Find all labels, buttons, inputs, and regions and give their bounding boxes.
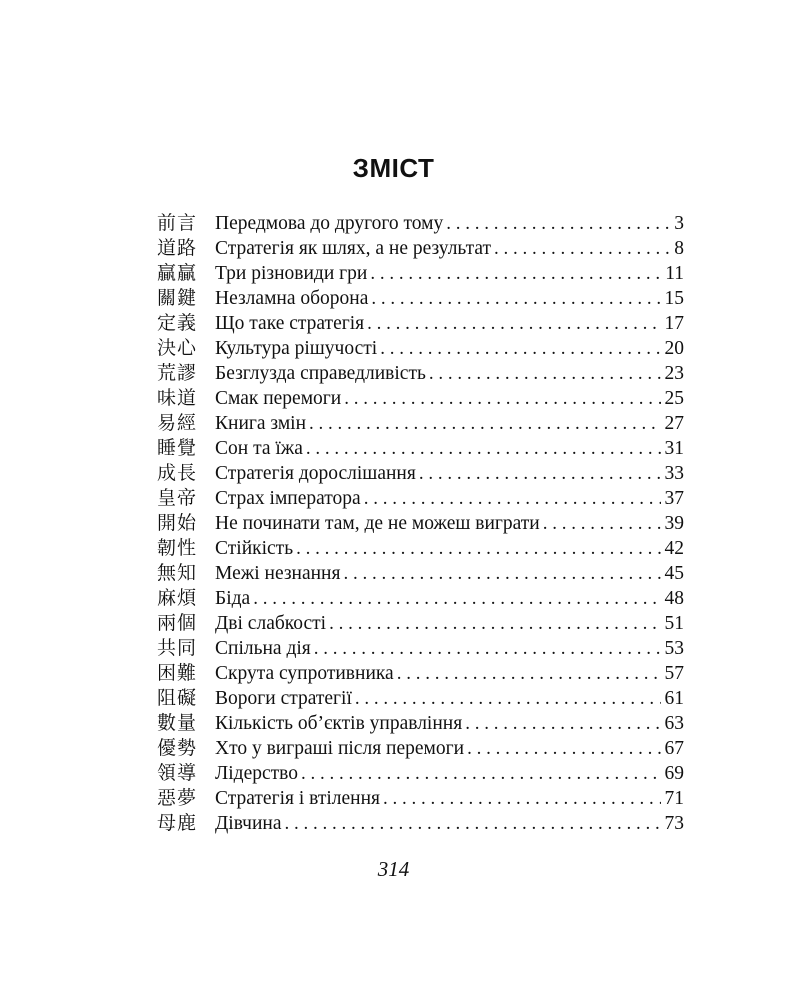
toc-entry-page: 45 [664,563,684,584]
toc-entry-kanji: 優勢 [157,737,198,759]
toc-dot-leader [306,436,661,461]
toc-entry-kanji: 開始 [157,512,198,534]
toc-dot-leader [355,686,661,711]
toc-entry-title: Дві слабкості [215,613,327,634]
toc-dot-leader [371,286,660,311]
toc-dot-leader [429,361,661,386]
toc-dot-leader [309,411,660,436]
toc-entry[interactable] [157,436,684,461]
toc-dot-leader [344,386,660,411]
toc-entry-kanji: 惡夢 [157,787,198,809]
toc-entry-title: Смак перемоги [215,388,342,409]
toc-entry-page: 63 [664,713,684,734]
toc-entry-kanji: 成長 [157,462,198,484]
toc-entry-page: 48 [664,588,684,609]
toc-entry-kanji: 易經 [157,412,198,434]
toc-entry-page: 17 [664,313,684,334]
toc-entry-title: Межі незнання [215,563,341,584]
toc-entry-kanji: 兩個 [157,612,198,634]
toc-dot-leader [465,711,660,736]
toc-entry-title: Кількість об’єктів управління [215,713,463,734]
toc-dot-leader [419,461,661,486]
toc-entry-title: Передмова до другого тому [215,213,444,234]
toc-entry-page: 8 [674,238,684,259]
toc-dot-leader [467,736,660,761]
toc-entry-title: Незламна оборона [215,288,369,309]
toc-entry[interactable] [157,486,684,511]
toc-entry-kanji: 道路 [157,237,198,259]
toc-entry-page: 27 [664,413,684,434]
toc-entry-kanji: 領導 [157,762,198,784]
toc-entry-kanji: 決心 [157,337,198,359]
toc-entry-page: 57 [664,663,684,684]
toc-entry-page: 71 [664,788,684,809]
toc-entry-page: 15 [664,288,684,309]
toc-dot-leader [364,486,661,511]
toc-entry-kanji: 皇帝 [157,487,198,509]
toc-entry-kanji: 無知 [157,562,198,584]
toc-entry[interactable] [157,511,684,536]
toc-dot-leader [397,661,661,686]
toc-entry-kanji: 麻煩 [157,587,198,609]
toc-entry-page: 33 [664,463,684,484]
toc-entry-title: Біда [215,588,251,609]
toc-entry-title: Три різновиди гри [215,263,368,284]
toc-entry[interactable] [157,211,684,236]
toc-entry-page: 11 [665,263,684,284]
toc-entry[interactable] [157,636,684,661]
toc-entry-title: Стратегія як шлях, а не результат [215,238,492,259]
toc-entry-title: Культура рішучості [215,338,378,359]
toc-entry[interactable] [157,711,684,736]
toc-entry-kanji: 母鹿 [157,812,198,834]
toc-entry[interactable] [157,461,684,486]
toc-entry-title: Скрута супротивника [215,663,394,684]
toc-entry-title: Страх імператора [215,488,361,509]
toc-dot-leader [383,786,660,811]
toc-entry-title: Що таке стратегія [215,313,365,334]
toc-entry[interactable] [157,311,684,336]
toc-entry[interactable] [157,761,684,786]
toc-dot-leader [380,336,660,361]
toc-entry-title: Стратегія і втілення [215,788,381,809]
toc-entry[interactable] [157,411,684,436]
toc-dot-leader [343,561,660,586]
toc-entry-title: Хто у виграші після перемоги [215,738,465,759]
toc-entry-kanji: 困難 [157,662,198,684]
toc-entry-kanji: 韌性 [157,537,198,559]
toc-entry-kanji: 阻礙 [157,687,198,709]
toc-entry-kanji: 共同 [157,637,198,659]
toc-dot-leader [285,811,661,836]
toc-entry-kanji: 數量 [157,712,198,734]
toc-entry-title: Сон та їжа [215,438,303,459]
toc-entry-page: 39 [664,513,684,534]
toc-dot-leader [494,236,670,261]
toc-entry-kanji: 味道 [157,387,198,409]
toc-entry-title: Спільна дія [215,638,311,659]
toc-dot-leader [543,511,661,536]
toc-entry-page: 23 [664,363,684,384]
toc-entry-page: 37 [664,488,684,509]
table-of-contents [157,211,684,836]
toc-entry-page: 61 [664,688,684,709]
page-title: ЗМІСТ [352,153,435,184]
toc-dot-leader [370,261,661,286]
toc-entry[interactable] [157,561,684,586]
toc-entry-title: Безглузда справедливість [215,363,426,384]
toc-entry-title: Книга змін [215,413,307,434]
toc-entry-title: Дівчина [215,813,282,834]
toc-entry[interactable] [157,261,684,286]
toc-entry-title: Стійкість [215,538,294,559]
toc-dot-leader [301,761,661,786]
toc-entry-title: Лідерство [215,763,298,784]
toc-entry-kanji: 荒謬 [157,362,198,384]
toc-entry-kanji: 前言 [157,212,198,234]
toc-dot-leader [253,586,660,611]
toc-entry-page: 67 [664,738,684,759]
toc-entry-page: 51 [664,613,684,634]
toc-entry[interactable] [157,786,684,811]
toc-dot-leader [329,611,660,636]
toc-entry[interactable] [157,336,684,361]
toc-entry-kanji: 定義 [157,312,198,334]
toc-entry-page: 3 [674,213,684,234]
toc-entry-page: 42 [664,538,684,559]
toc-entry-kanji: 關鍵 [157,287,198,309]
toc-entry[interactable] [157,686,684,711]
toc-entry[interactable] [157,661,684,686]
toc-entry[interactable] [157,236,684,261]
toc-entry-title: Стратегія дорослішання [215,463,416,484]
toc-entry-title: Не починати там, де не можеш виграти [215,513,540,534]
toc-entry-page: 25 [664,388,684,409]
toc-entry-page: 73 [664,813,684,834]
toc-entry-page: 20 [664,338,684,359]
toc-entry-page: 53 [664,638,684,659]
toc-entry-kanji: 贏贏 [157,262,198,284]
toc-entry[interactable] [157,586,684,611]
toc-entry[interactable] [157,536,684,561]
toc-entry-page: 69 [664,763,684,784]
toc-entry[interactable] [157,386,684,411]
toc-entry-page: 31 [664,438,684,459]
toc-dot-leader [446,211,670,236]
page-number: 314 [377,857,410,881]
toc-dot-leader [296,536,660,561]
toc-entry[interactable] [157,611,684,636]
toc-dot-leader [367,311,660,336]
toc-entry[interactable] [157,736,684,761]
toc-entry[interactable] [157,361,684,386]
toc-entry[interactable] [157,286,684,311]
toc-entry-kanji: 睡覺 [157,437,198,459]
toc-dot-leader [314,636,661,661]
toc-entry-title: Вороги стратегії [215,688,352,709]
toc-entry[interactable] [157,811,684,836]
